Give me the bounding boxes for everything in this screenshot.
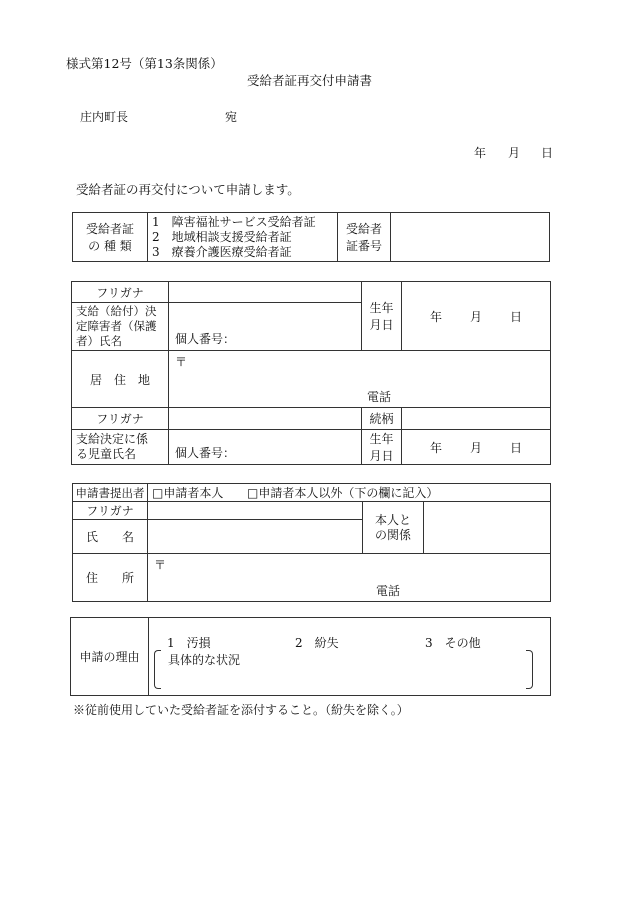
option-self-checkbox[interactable]: □申請者本人 — [152, 486, 224, 500]
child-furigana-field[interactable] — [169, 408, 362, 430]
my-number-label-2: 個人番号： — [175, 446, 236, 460]
address-label: 居 住 地 — [72, 351, 169, 408]
phone-label: 電話 — [367, 390, 392, 404]
date-month: 月 — [508, 146, 521, 160]
applicant-relation-label: 本人と の関係 — [363, 502, 424, 554]
left-bracket — [154, 650, 161, 689]
recipient-name-label: 支給（給付）決 定障害者（保護 者）氏名 — [72, 303, 169, 351]
cert-option-1: 1 障害福祉サービス受給者証 — [152, 214, 316, 229]
footnote: ※従前使用していた受給者証を添付すること。（紛失を除く。） — [73, 703, 409, 717]
applicant-phone-label: 電話 — [376, 584, 401, 598]
cert-type-options — [148, 213, 338, 262]
recipient-birth-label: 生年 月日 — [362, 282, 402, 351]
cert-option-2: 2 地域相談支援受給者証 — [152, 229, 292, 244]
cert-number-field[interactable] — [391, 213, 550, 262]
relation-label: 続柄 — [362, 408, 402, 430]
child-birthdate-field[interactable]: 年 月 日 — [402, 430, 551, 465]
child-birth-label: 生年 月日 — [362, 430, 402, 465]
form-number: 様式第12号（第13条関係） — [66, 56, 223, 71]
applicant-name-field[interactable] — [148, 520, 363, 554]
cert-number-label: 受給者 証番号 — [338, 213, 391, 262]
submitter-options — [148, 484, 551, 502]
addressee: 庄内町長 — [80, 110, 129, 124]
form-title: 受給者証再交付申請書 — [247, 73, 373, 88]
reason-option-3[interactable]: 3 その他 — [425, 636, 481, 650]
cert-option-3: 3 療養介護医療受給者証 — [152, 244, 292, 259]
atena: 宛 — [225, 110, 238, 124]
applicant-table — [72, 483, 551, 602]
cert-table — [72, 212, 550, 262]
option-other-checkbox[interactable]: □申請者本人以外（下の欄に記入） — [247, 486, 439, 500]
applicant-postal-mark: 〒 — [154, 558, 167, 572]
child-furigana-label: フリガナ — [72, 408, 169, 430]
submitter-label: 申請書提出者 — [73, 484, 148, 502]
applicant-name-label: 氏 名 — [73, 520, 148, 554]
applicant-relation-field[interactable] — [424, 502, 551, 554]
date-day: 日 — [541, 146, 554, 160]
recipient-birthdate-field[interactable]: 年 月 日 — [402, 282, 551, 351]
reason-field[interactable] — [149, 618, 551, 696]
reason-option-1[interactable]: 1 汚損 — [167, 636, 211, 650]
date-year: 年 — [474, 146, 487, 160]
intro-text: 受給者証の再交付について申請します。 — [76, 182, 300, 197]
recipient-furigana-field[interactable] — [169, 282, 362, 303]
applicant-furigana-label: フリガナ — [73, 502, 148, 520]
child-name-field[interactable] — [169, 430, 362, 465]
recipient-furigana-label: フリガナ — [72, 282, 169, 303]
reason-table — [70, 617, 551, 696]
recipient-name-field[interactable] — [169, 303, 362, 351]
reason-details-label: 具体的な状況 — [168, 653, 241, 667]
reason-option-2[interactable]: 2 紛失 — [295, 636, 339, 650]
right-bracket — [526, 650, 533, 689]
cert-type-label: 受給者証 の 種 類 — [73, 213, 148, 262]
relation-field[interactable] — [402, 408, 551, 430]
my-number-label: 個人番号： — [175, 332, 236, 346]
applicant-address-field[interactable] — [148, 554, 551, 602]
applicant-address-label: 住 所 — [73, 554, 148, 602]
child-name-label: 支給決定に係 る児童氏名 — [72, 430, 169, 465]
recipient-table — [71, 281, 551, 465]
address-field[interactable] — [169, 351, 551, 408]
reason-label: 申請の理由 — [71, 618, 149, 696]
applicant-furigana-field[interactable] — [148, 502, 363, 520]
postal-mark: 〒 — [175, 355, 188, 369]
